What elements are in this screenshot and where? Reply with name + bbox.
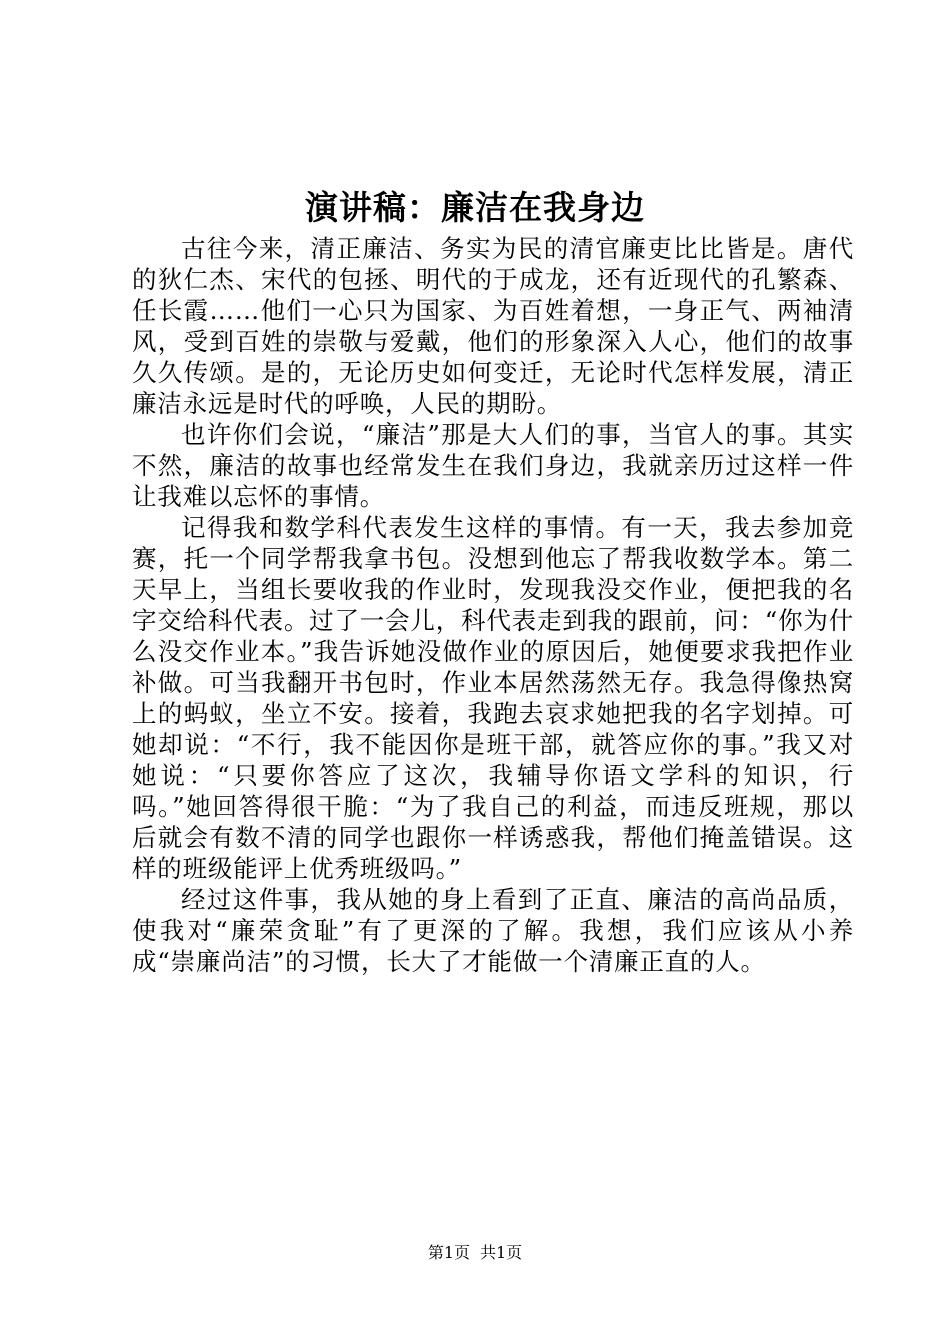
paragraph-2: 也许你们会说，“廉洁”那是大人们的事，当官人的事。其实不然，廉洁的故事也经常发生在我们身边，我就亲历过这样一件让我难以忘怀的事情。: [132, 420, 854, 511]
document-body: [132, 233, 854, 977]
paragraph-1: 古往今来，清正廉洁、务实为民的清官廉吏比比皆是。唐代的狄仁杰、宋代的包拯、明代的于成龙，还有近现代的孔繁森、任长霞……他们一心只为国家、为百姓着想，一身正气、两袖清风，受到百姓的崇敬与爱戴，他们的形象深入人心，他们的故事久久传颂。是的，无论历史如何变迁，无论时代怎样发展，清正廉洁永远是时代的呼唤，人民的期盼。: [132, 234, 854, 418]
page-footer: [0, 1242, 950, 1264]
paragraph-3: 记得我和数学科代表发生这样的事情。有一天，我去参加竞赛，托一个同学帮我拿书包。没想到他忘了帮我收数学本。第二天早上，当组长要收我的作业时，发现我没交作业，便把我的名字交给科代表。过了一会儿，科代表走到我的跟前，问：“你为什么没交作业本。”我告诉她没做作业的原因后，她便要求我把作业补做。可当我翻开书包时，作业本居然荡然无存。我急得像热窝上的蚂蚁，坐立不安。接着，我跑去哀求她把我的名字划掉。可她却说：“不行，我不能因你是班干部，就答应你的事。”我又对她说：“只要你答应了这次，我辅导你语文学科的知识，行吗。”她回答得很干脆：“为了我自己的利益，而违反班规，那以后就会有数不清的同学也跟你一样诱惑我，帮他们掩盖错误。这样的班级能评上优秀班级吗。”: [132, 513, 854, 883]
document-title: 演讲稿：廉洁在我身边: [305, 188, 645, 227]
page-number-total: 共1页: [480, 1243, 523, 1262]
page-number-current: 第1页: [427, 1243, 470, 1262]
paragraph-4: 经过这件事，我从她的身上看到了正直、廉洁的高尚品质，使我对“廉荣贪耻”有了更深的了解。我想，我们应该从小养成“崇廉尚洁”的习惯，长大了才能做一个清廉正直的人。: [132, 885, 854, 976]
